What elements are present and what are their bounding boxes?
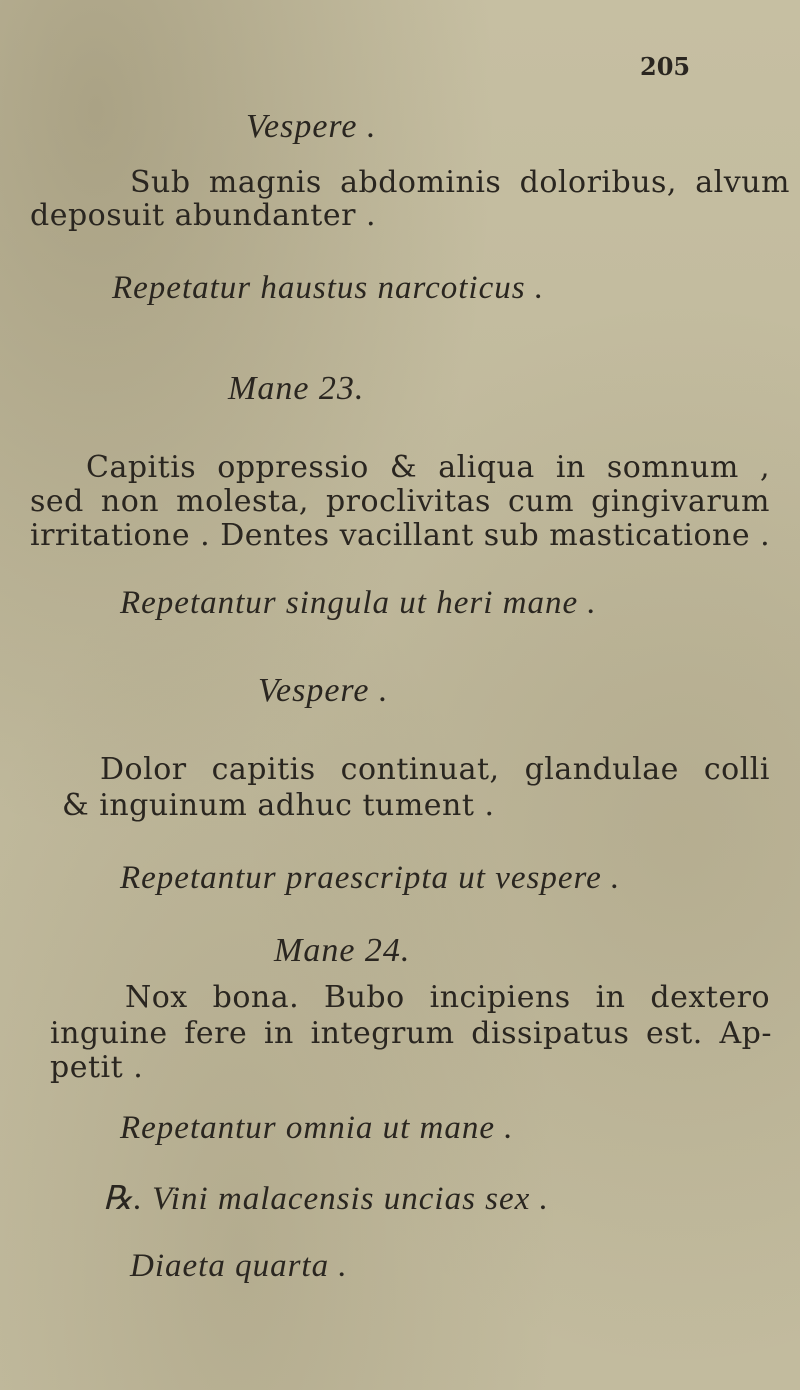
section-heading-mane-23: Mane 23. (228, 370, 365, 407)
paragraph-line: irritatione . Dentes vacillant sub masticatione . (30, 518, 771, 553)
paragraph-line: Sub magnis abdominis doloribus, alvum (130, 165, 790, 200)
prescription-line: Repetatur haustus narcoticus . (112, 270, 545, 306)
paragraph-line: Dolor capitis continuat, glandulae colli (100, 752, 770, 787)
paragraph-line: & inguinum adhuc tument . (62, 788, 495, 823)
prescription-line: Repetantur singula ut heri mane . (120, 585, 597, 621)
paragraph-line: petit . (50, 1050, 144, 1085)
paragraph-line: Capitis oppressio & aliqua in somnum , (86, 450, 770, 485)
prescription-line: Repetantur praescripta ut vespere . (120, 860, 621, 896)
page-number: 205 (640, 52, 691, 81)
paragraph-line: deposuit abundanter . (30, 198, 376, 233)
prescription-line: Repetantur omnia ut mane . (120, 1110, 514, 1146)
paragraph-line: inguine fere in integrum dissipatus est. Ap- (50, 1016, 772, 1051)
diet-line: Diaeta quarta . (130, 1248, 348, 1284)
section-heading-vespere: Vespere . (246, 108, 377, 145)
paragraph-line: Nox bona. Bubo incipiens in dextero (125, 980, 770, 1015)
paragraph-line: sed non molesta, proclivitas cum gingivarum (30, 484, 770, 519)
section-heading-vespere: Vespere . (258, 672, 389, 709)
prescription-line: ℞. Vini malacensis uncias sex . (103, 1181, 549, 1217)
section-heading-mane-24: Mane 24. (274, 932, 411, 969)
